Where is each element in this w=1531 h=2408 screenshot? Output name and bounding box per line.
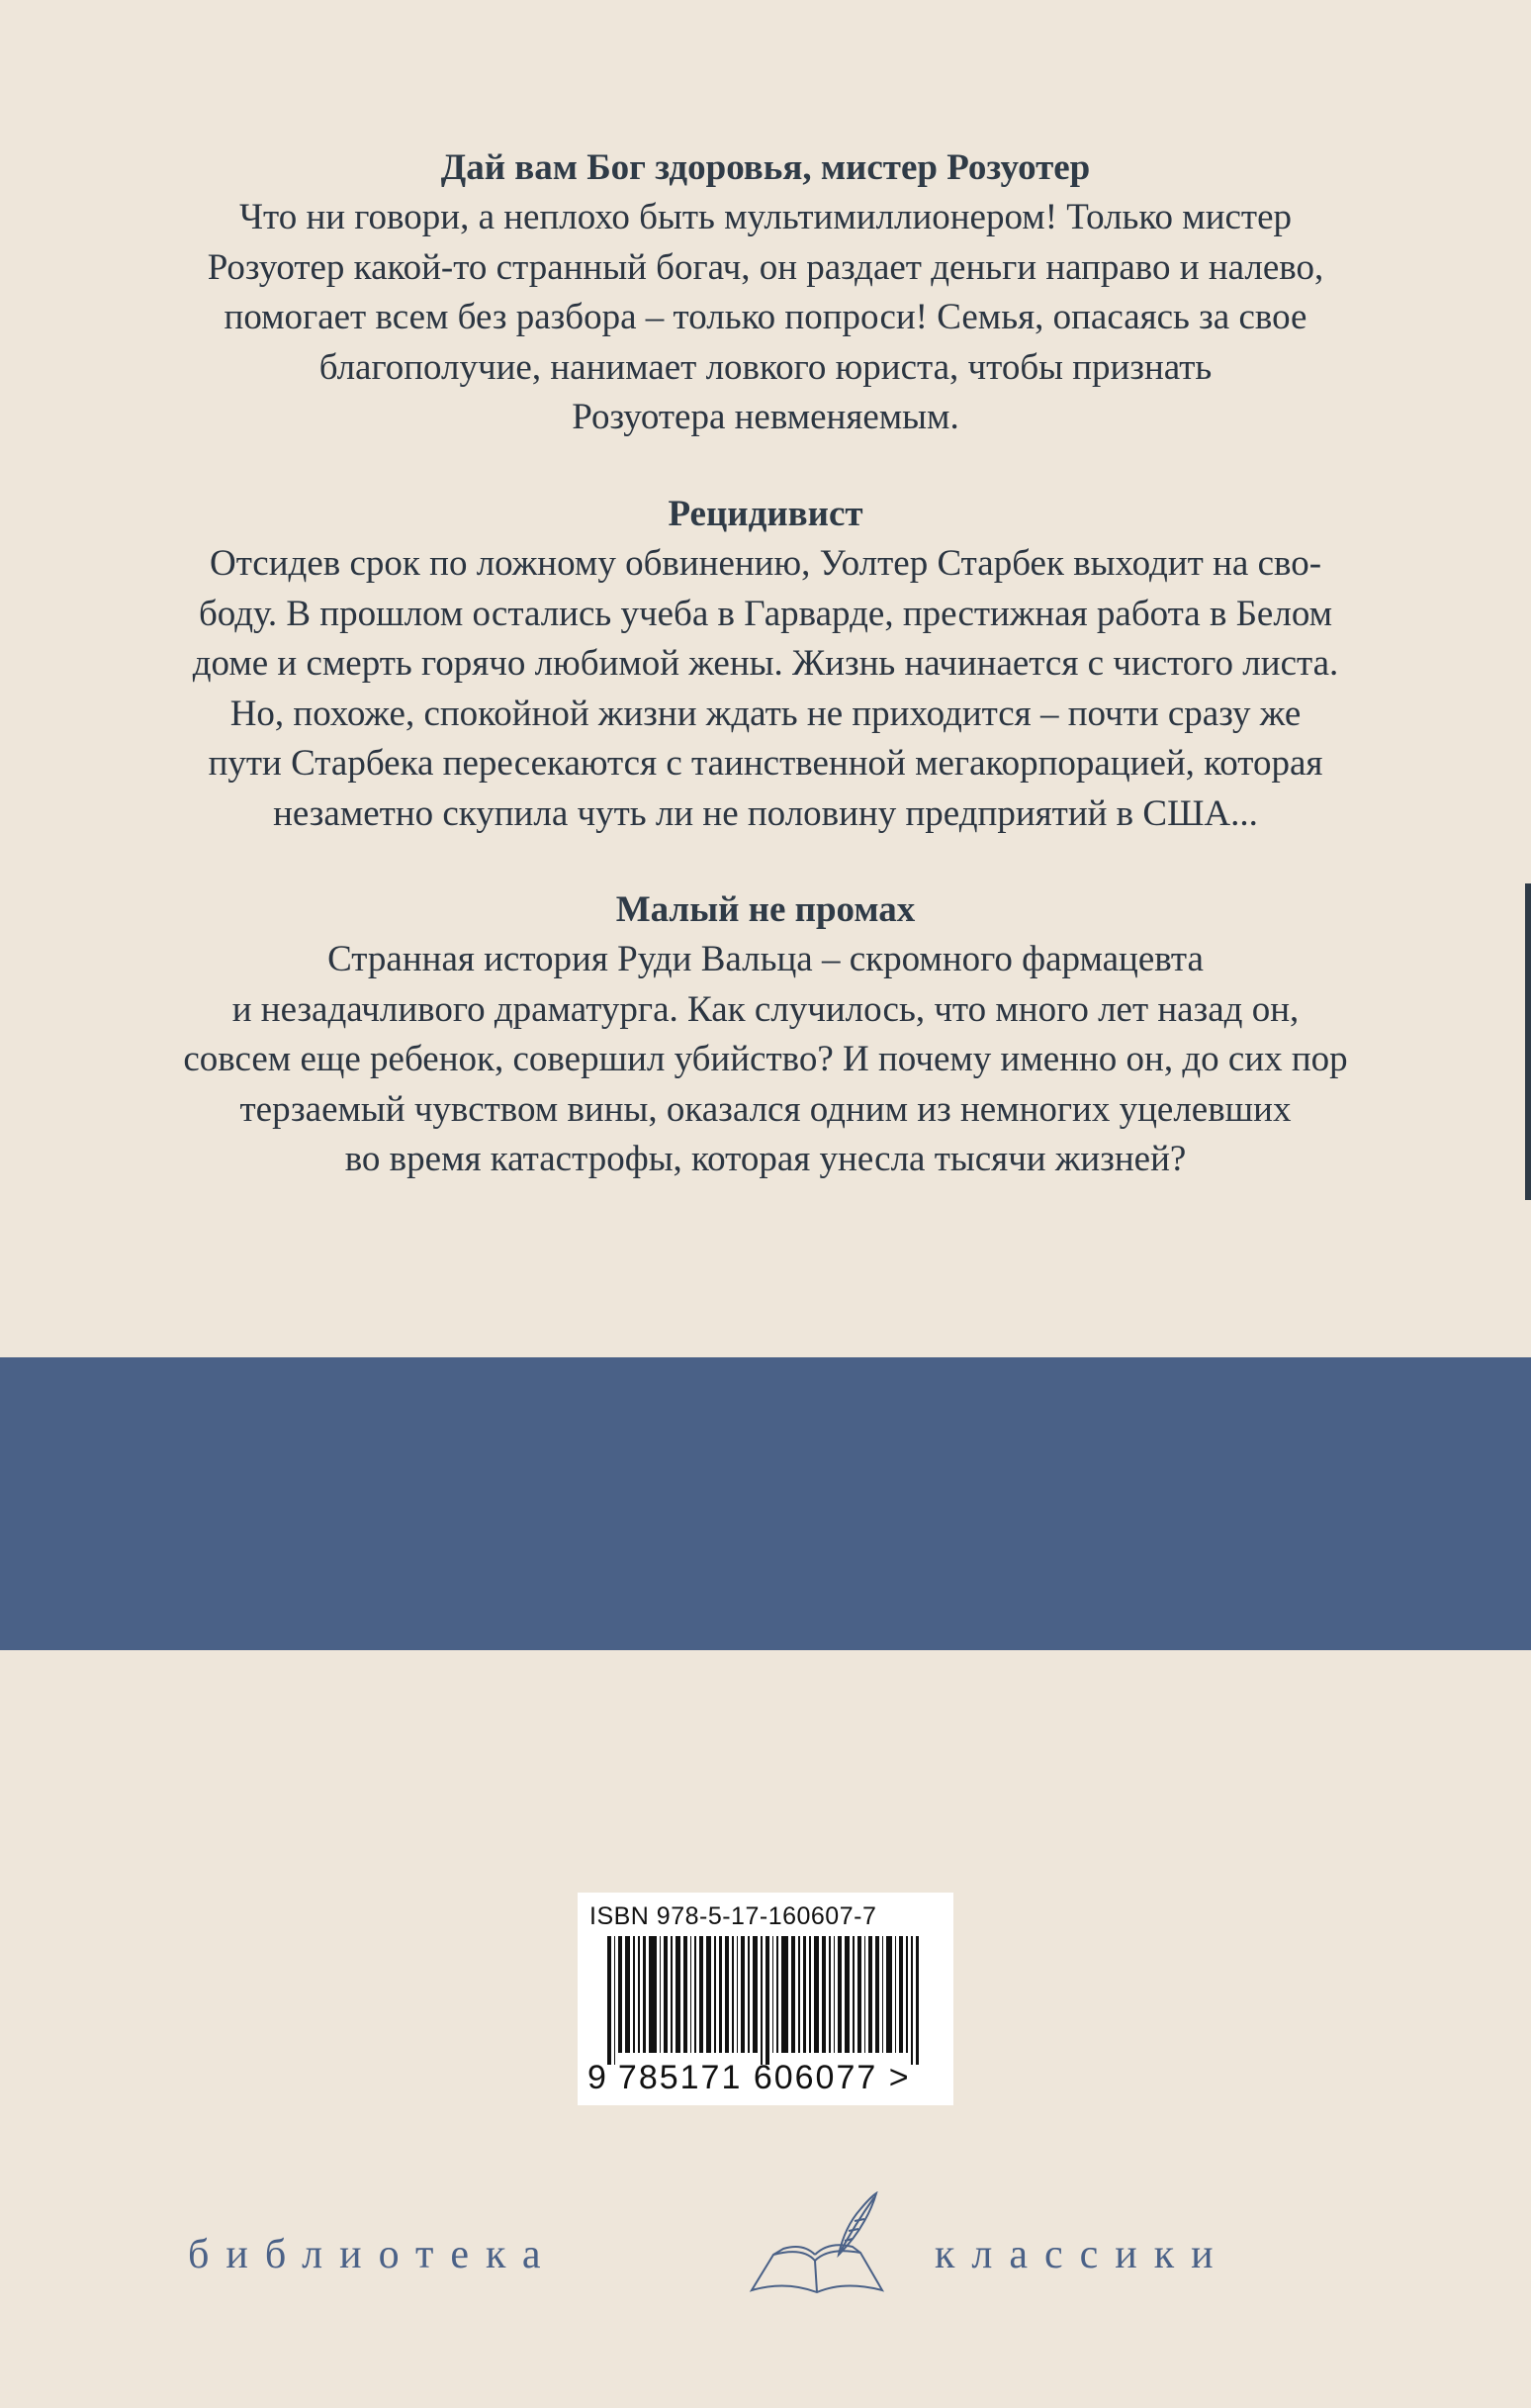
barcode-bar (766, 1936, 769, 2065)
barcode-bar (741, 1936, 745, 2053)
barcode-bar (649, 1936, 656, 2053)
barcode-bar (798, 1936, 800, 2053)
barcode-bar (714, 1936, 716, 2053)
barcode-bar (916, 1936, 920, 2065)
barcode-bar (683, 1936, 687, 2053)
barcode-bar (614, 1936, 616, 2065)
barcode-bar (838, 1936, 842, 2053)
section-title: Дай вам Бог здоровья, мистер Розуотер (440, 147, 1091, 188)
barcode-bar (607, 1936, 611, 2065)
section-title: Рецидивист (668, 494, 863, 534)
barcode-bar (690, 1936, 692, 2053)
barcode-bar (671, 1936, 673, 2053)
barcode-bar (761, 1936, 763, 2065)
barcode-bar (868, 1936, 872, 2053)
barcode-bar (875, 1936, 879, 2053)
text-line: помогает всем без разбора – только попроси! Семья, опасаясь за свое (224, 297, 1307, 337)
barcode-bar (895, 1936, 897, 2053)
barcode-bar (699, 1936, 703, 2053)
barcode-digit-groups: 785171 606077 > (617, 2059, 911, 2096)
barcode-bar (732, 1936, 734, 2053)
barcode-bar (814, 1936, 819, 2053)
barcode-first-digit: 9 (587, 2059, 608, 2096)
text-line: Что ни говори, а неплохо быть мультимиллионером! Только мистер (238, 197, 1293, 237)
barcode-bar (664, 1936, 668, 2053)
barcode-bar (633, 1936, 635, 2053)
barcode-bar (694, 1936, 696, 2053)
blue-band (0, 1357, 1531, 1650)
barcode-bar (638, 1936, 640, 2053)
barcode-bar (809, 1936, 811, 2053)
barcode-bar (776, 1936, 778, 2053)
barcode-bar (822, 1936, 826, 2053)
barcode-bar (753, 1936, 758, 2053)
section-text (44, 193, 1487, 443)
barcode-bar (725, 1936, 729, 2053)
text-line: Розуотер какой-то странный богач, он раздает деньги направо и налево, (207, 246, 1324, 288)
barcode-bar (737, 1936, 739, 2053)
barcode-digits (587, 2059, 911, 2097)
annotation-deadeye-dick (0, 885, 1531, 1185)
text-line: Странная история Руди Вальца – скромного фармацевта (327, 939, 1204, 979)
barcode-bar (864, 1936, 866, 2053)
barcode-bar (791, 1936, 795, 2053)
text-line: Отсидев срок по ложному обвинению, Уолтер Старбек выходит на сво- (209, 543, 1322, 584)
barcode-bar (803, 1936, 807, 2053)
barcode-bar (719, 1936, 723, 2053)
section-title: Малый не промах (615, 889, 916, 930)
barcode-bars (607, 1936, 922, 2063)
text-line: незаметно скупила чуть ли не половину предприятий в США... (273, 792, 1258, 834)
barcode-bar (675, 1936, 680, 2053)
section-text (44, 935, 1487, 1185)
text-line: Но, похоже, спокойной жизни ждать не приходится – почти сразу же (229, 693, 1302, 734)
text-line: совсем еще ребенок, совершил убийство? И почему именно он, до сих пор (183, 1039, 1348, 1079)
quill-book-icon (734, 2191, 892, 2300)
series-word-left: библиотека (188, 2232, 558, 2277)
text-line: во время катастрофы, которая унесла тысячи жизней? (344, 1139, 1187, 1179)
barcode-bar (660, 1936, 662, 2053)
barcode-bar (834, 1936, 836, 2053)
spine-edge-mark (1525, 883, 1531, 1200)
barcode-bar (911, 1936, 913, 2065)
series-logo (0, 2191, 1531, 2300)
barcode-bar (853, 1936, 855, 2053)
barcode-bar (781, 1936, 788, 2053)
barcode-bar (706, 1936, 711, 2053)
text-line: боду. В прошлом остались учеба в Гарварде, престижная работа в Белом (198, 593, 1333, 634)
text-line: благополучие, нанимает ловкого юриста, чтобы признать (318, 346, 1213, 388)
barcode-bar (625, 1936, 630, 2053)
barcode-bar (829, 1936, 831, 2053)
barcode-bar (882, 1936, 884, 2053)
annotation-rosewater (0, 143, 1531, 443)
annotation-jailbird (0, 490, 1531, 839)
barcode-bar (886, 1936, 891, 2053)
barcode-bar (772, 1936, 774, 2053)
series-word-right: классики (935, 2232, 1230, 2277)
section-text (44, 539, 1487, 839)
barcode-bar (845, 1936, 850, 2053)
barcode-bar (748, 1936, 750, 2053)
barcode-bar (906, 1936, 908, 2053)
isbn-label: ISBN 978-5-17-160607-7 (589, 1902, 877, 1930)
text-line: и незадачливого драматурга. Как случилось, что много лет назад он, (231, 988, 1300, 1030)
text-line: пути Старбека пересекаются с таинственной мегакорпорацией, которая (208, 743, 1323, 784)
text-line: Розуотера невменяемым. (572, 397, 959, 437)
text-line: доме и смерть горячо любимой жены. Жизнь начинается с чистого листа. (192, 643, 1339, 684)
barcode-bar (618, 1936, 622, 2053)
text-line: терзаемый чувством вины, оказался одним из немногих уцелевших (239, 1088, 1292, 1130)
isbn-barcode (578, 1893, 953, 2105)
barcode-bar (899, 1936, 903, 2053)
barcode-bar (643, 1936, 647, 2053)
barcode-bar (857, 1936, 861, 2053)
